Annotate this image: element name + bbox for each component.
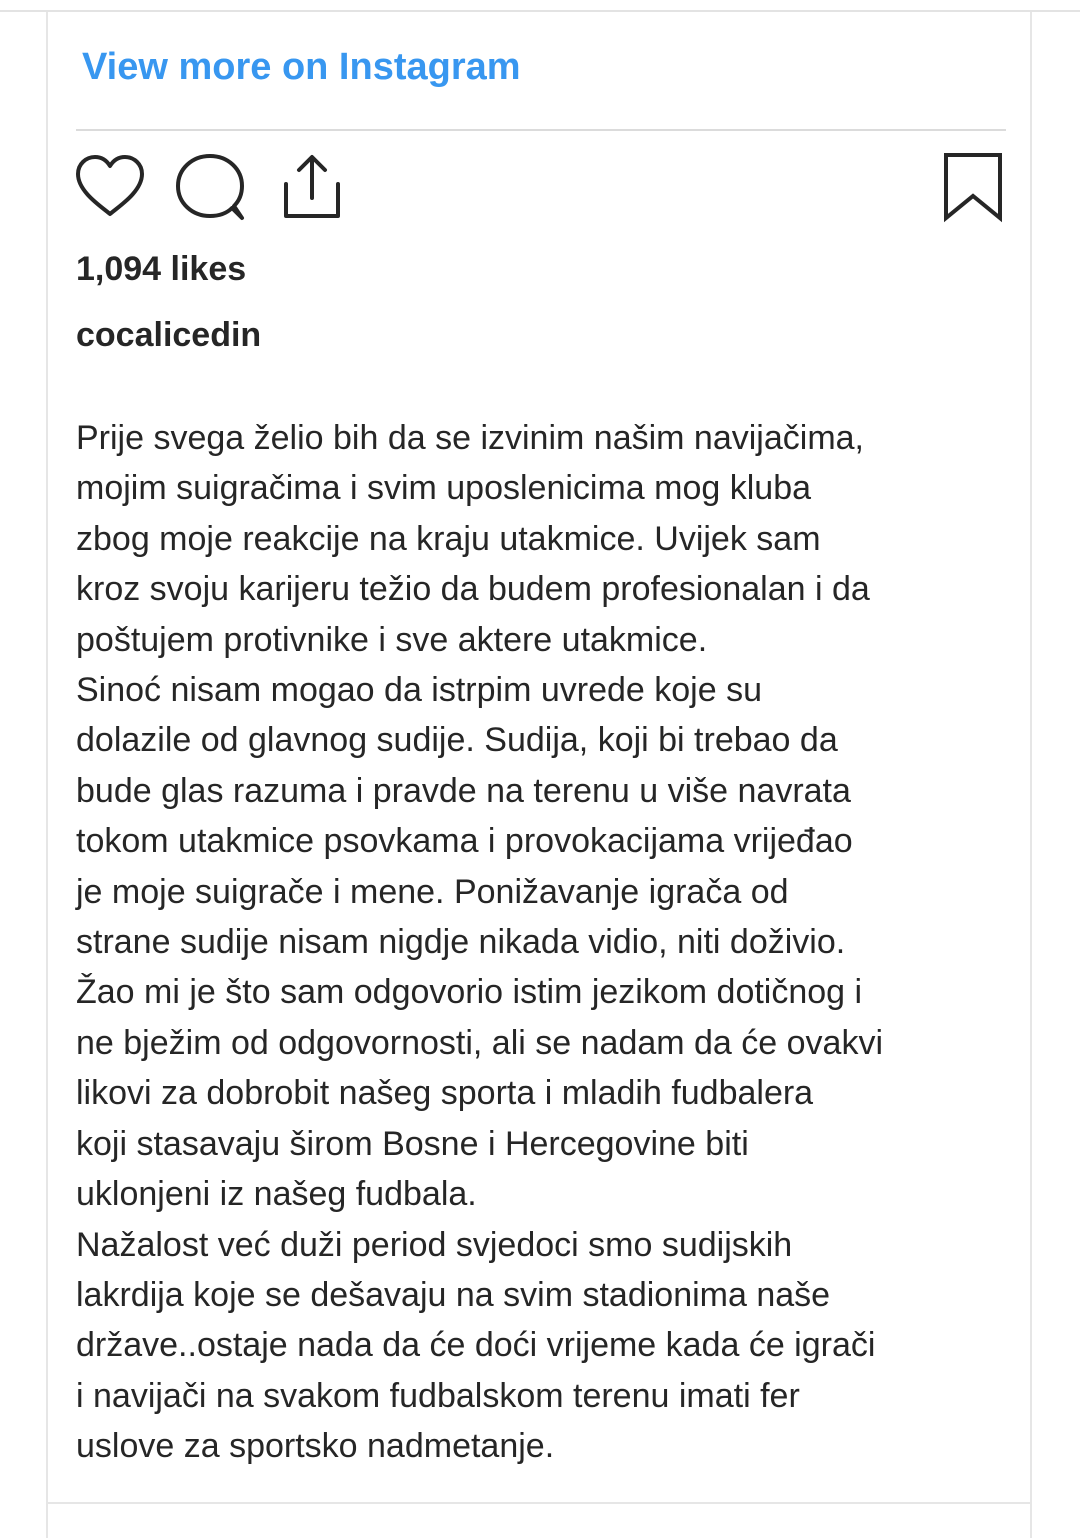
comment-icon[interactable] [172,152,248,224]
caption-line: je moje suigrače i mene. Ponižavanje igrača od [76,872,789,911]
caption-line: Žao mi je što sam odgovorio istim jezikom dotičnog i [76,973,863,1012]
caption-line: koji stasavaju širom Bosne i Hercegovine biti [76,1124,749,1163]
caption-line: mojim suigračima i svim uposlenicima mog kluba [76,469,812,508]
view-more-on-instagram-link[interactable]: View more on Instagram [82,46,521,88]
caption-line: države..ostaje nada da će doći vrijeme kada će igrači [76,1326,876,1365]
username[interactable]: cocalicedin [76,316,262,354]
share-icon[interactable] [276,152,344,222]
caption-line: Sinoć nisam mogao da istrpim uvrede koje su [76,671,762,710]
footer-divider [46,1502,1032,1504]
caption-line: lakrdija koje se dešavaju na svim stadionima naše [76,1275,831,1314]
caption-line: tokom utakmice psovkama i provokacijama vrijeđao [76,822,853,861]
caption-line: uslove za sportsko nadmetanje. [76,1427,555,1466]
bookmark-icon[interactable] [942,152,1004,224]
caption-line: likovi za dobrobit našeg sporta i mladih fudbalera [76,1074,814,1113]
caption-line: dolazile od glavnog sudije. Sudija, koji bi trebao da [76,721,838,760]
caption-line: poštujem protivnike i sve aktere utakmice. [76,620,708,659]
post-caption [76,413,1016,1472]
caption-line: i navijači na svakom fudbalskom terenu imati fer [76,1376,800,1415]
header-divider [76,129,1006,131]
caption-line: zbog moje reakcije na kraju utakmice. Uvijek sam [76,519,821,558]
caption-line: ne bježim od odgovornosti, ali se nadam da će ovakvi [76,1023,884,1062]
caption-line: uklonjeni iz našeg fudbala. [76,1175,477,1214]
caption-line: kroz svoju karijeru težio da budem profesionalan i da [76,570,870,609]
caption-line: bude glas razuma i pravde na terenu u više navrata [76,771,851,810]
heart-icon[interactable] [74,154,146,220]
likes-count[interactable]: 1,094 likes [76,250,247,288]
caption-line: Nažalost već duži period svjedoci smo sudijskih [76,1225,793,1264]
caption-line: strane sudije nisam nigdje nikada vidio, niti doživio. [76,923,846,962]
caption-line: Prije svega želio bih da se izvinim našim navijačima, [76,419,864,457]
